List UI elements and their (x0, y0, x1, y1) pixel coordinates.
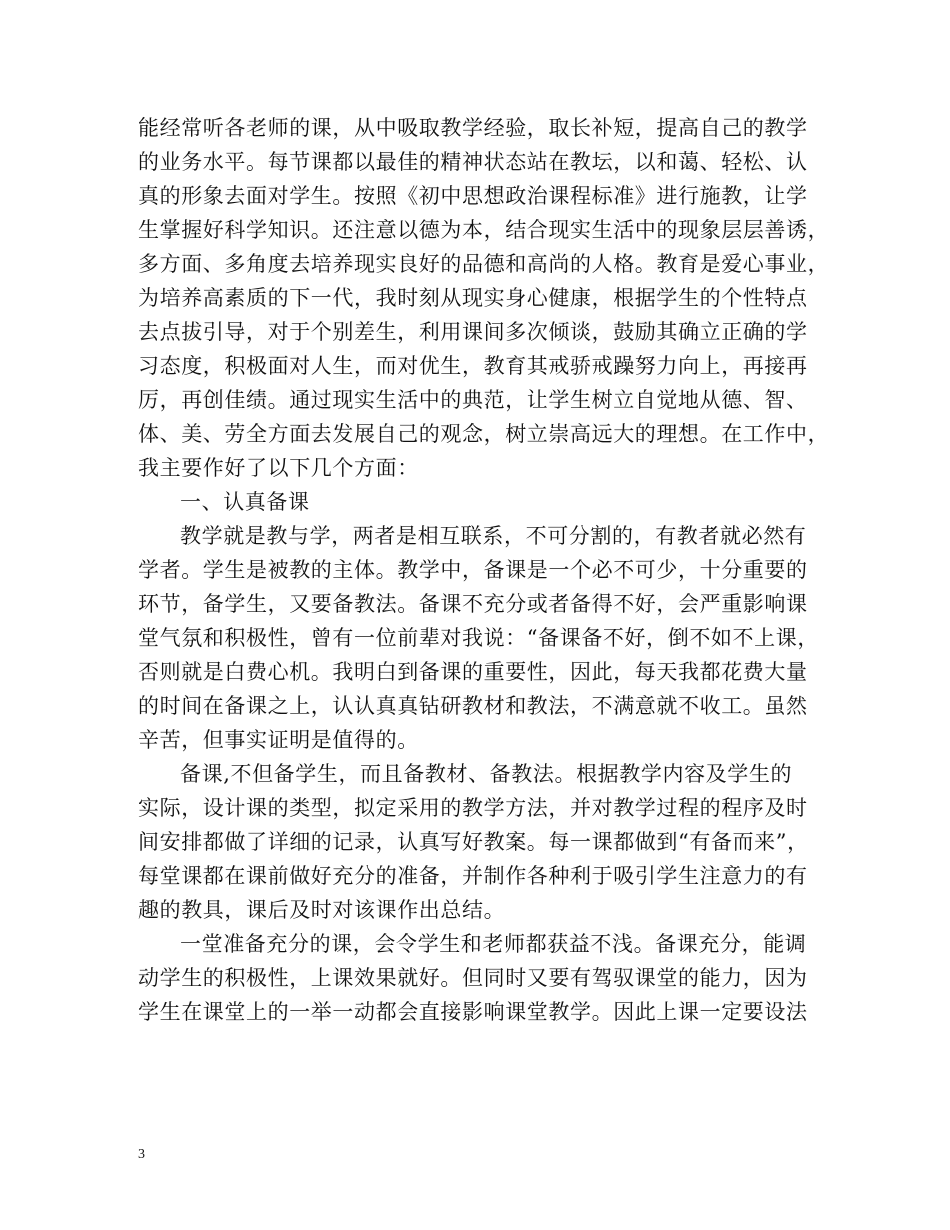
paragraph-line: 的时间在备课之上，认认真真钻研教材和教法，不满意就不收工。虽然 (138, 694, 808, 718)
paragraph-line: 动学生的积极性，上课效果就好。但同时又要有驾驭课堂的能力，因为 (138, 966, 808, 990)
paragraph-line: 学生在课堂上的一举一动都会直接影响课堂教学。因此上课一定要设法 (138, 1000, 808, 1024)
paragraph-line: 体、美、劳全方面去发展自己的观念，树立崇高远大的理想。在工作中， (138, 422, 830, 446)
paragraph-line: 教学就是教与学，两者是相互联系，不可分割的，有教者就必然有 (180, 524, 807, 548)
paragraph-line: 真的形象去面对学生。按照《初中思想政治课程标准》进行施教，让学 (138, 184, 808, 208)
paragraph-line: 我主要作好了以下几个方面： (138, 456, 419, 480)
paragraph-line: 的业务水平。每节课都以最佳的精神状态站在教坛，以和蔼、轻松、认 (138, 150, 808, 174)
paragraph-line: 去点拔引导，对于个别差生，利用课间多次倾谈，鼓励其确立正确的学 (138, 320, 808, 344)
paragraph-line: 实际，设计课的类型，拟定采用的教学方法，并对教学过程的程序及时 (138, 796, 808, 820)
paragraph-line: 为培养高素质的下一代，我时刻从现实身心健康，根据学生的个性特点 (138, 286, 808, 310)
paragraph-line: 能经常听各老师的课，从中吸取教学经验，取长补短，提高自己的教学 (138, 116, 808, 140)
paragraph-line: 堂气氛和积极性，曾有一位前辈对我说：“备课备不好，倒不如不上课， (138, 626, 819, 650)
paragraph-line: 趣的教具，课后及时对该课作出总结。 (138, 898, 506, 922)
paragraph-line: 每堂课都在课前做好充分的准备，并制作各种利于吸引学生注意力的有 (138, 864, 808, 888)
paragraph-line: 一堂准备充分的课，会令学生和老师都获益不浅。备课充分，能调 (180, 932, 807, 956)
page-number: 3 (138, 1147, 145, 1162)
paragraph-line: 备课,不但备学生，而且备教材、备教法。根据教学内容及学生的 (180, 762, 793, 786)
paragraph-line: 否则就是白费心机。我明白到备课的重要性，因此，每天我都花费大量 (138, 660, 808, 684)
paragraph-line: 间安排都做了详细的记录，认真写好教案。每一课都做到“有备而来”， (138, 830, 809, 854)
paragraph-line: 辛苦，但事实证明是值得的。 (138, 728, 419, 752)
paragraph-line: 生掌握好科学知识。还注意以德为本，结合现实生活中的现象层层善诱， (138, 218, 830, 242)
paragraph-line: 厉，再创佳绩。通过现实生活中的典范，让学生树立自觉地从德、智、 (138, 388, 808, 412)
paragraph-line: 习态度，积极面对人生，而对优生，教育其戒骄戒躁努力向上，再接再 (138, 354, 808, 378)
paragraph-line: 多方面、多角度去培养现实良好的品德和高尚的人格。教育是爱心事业， (138, 252, 830, 276)
paragraph-line: 学者。学生是被教的主体。教学中，备课是一个必不可少，十分重要的 (138, 558, 808, 582)
paragraph-line: 环节，备学生，又要备教法。备课不充分或者备得不好，会严重影响课 (138, 592, 808, 616)
section-heading: 一、认真备课 (180, 490, 310, 514)
